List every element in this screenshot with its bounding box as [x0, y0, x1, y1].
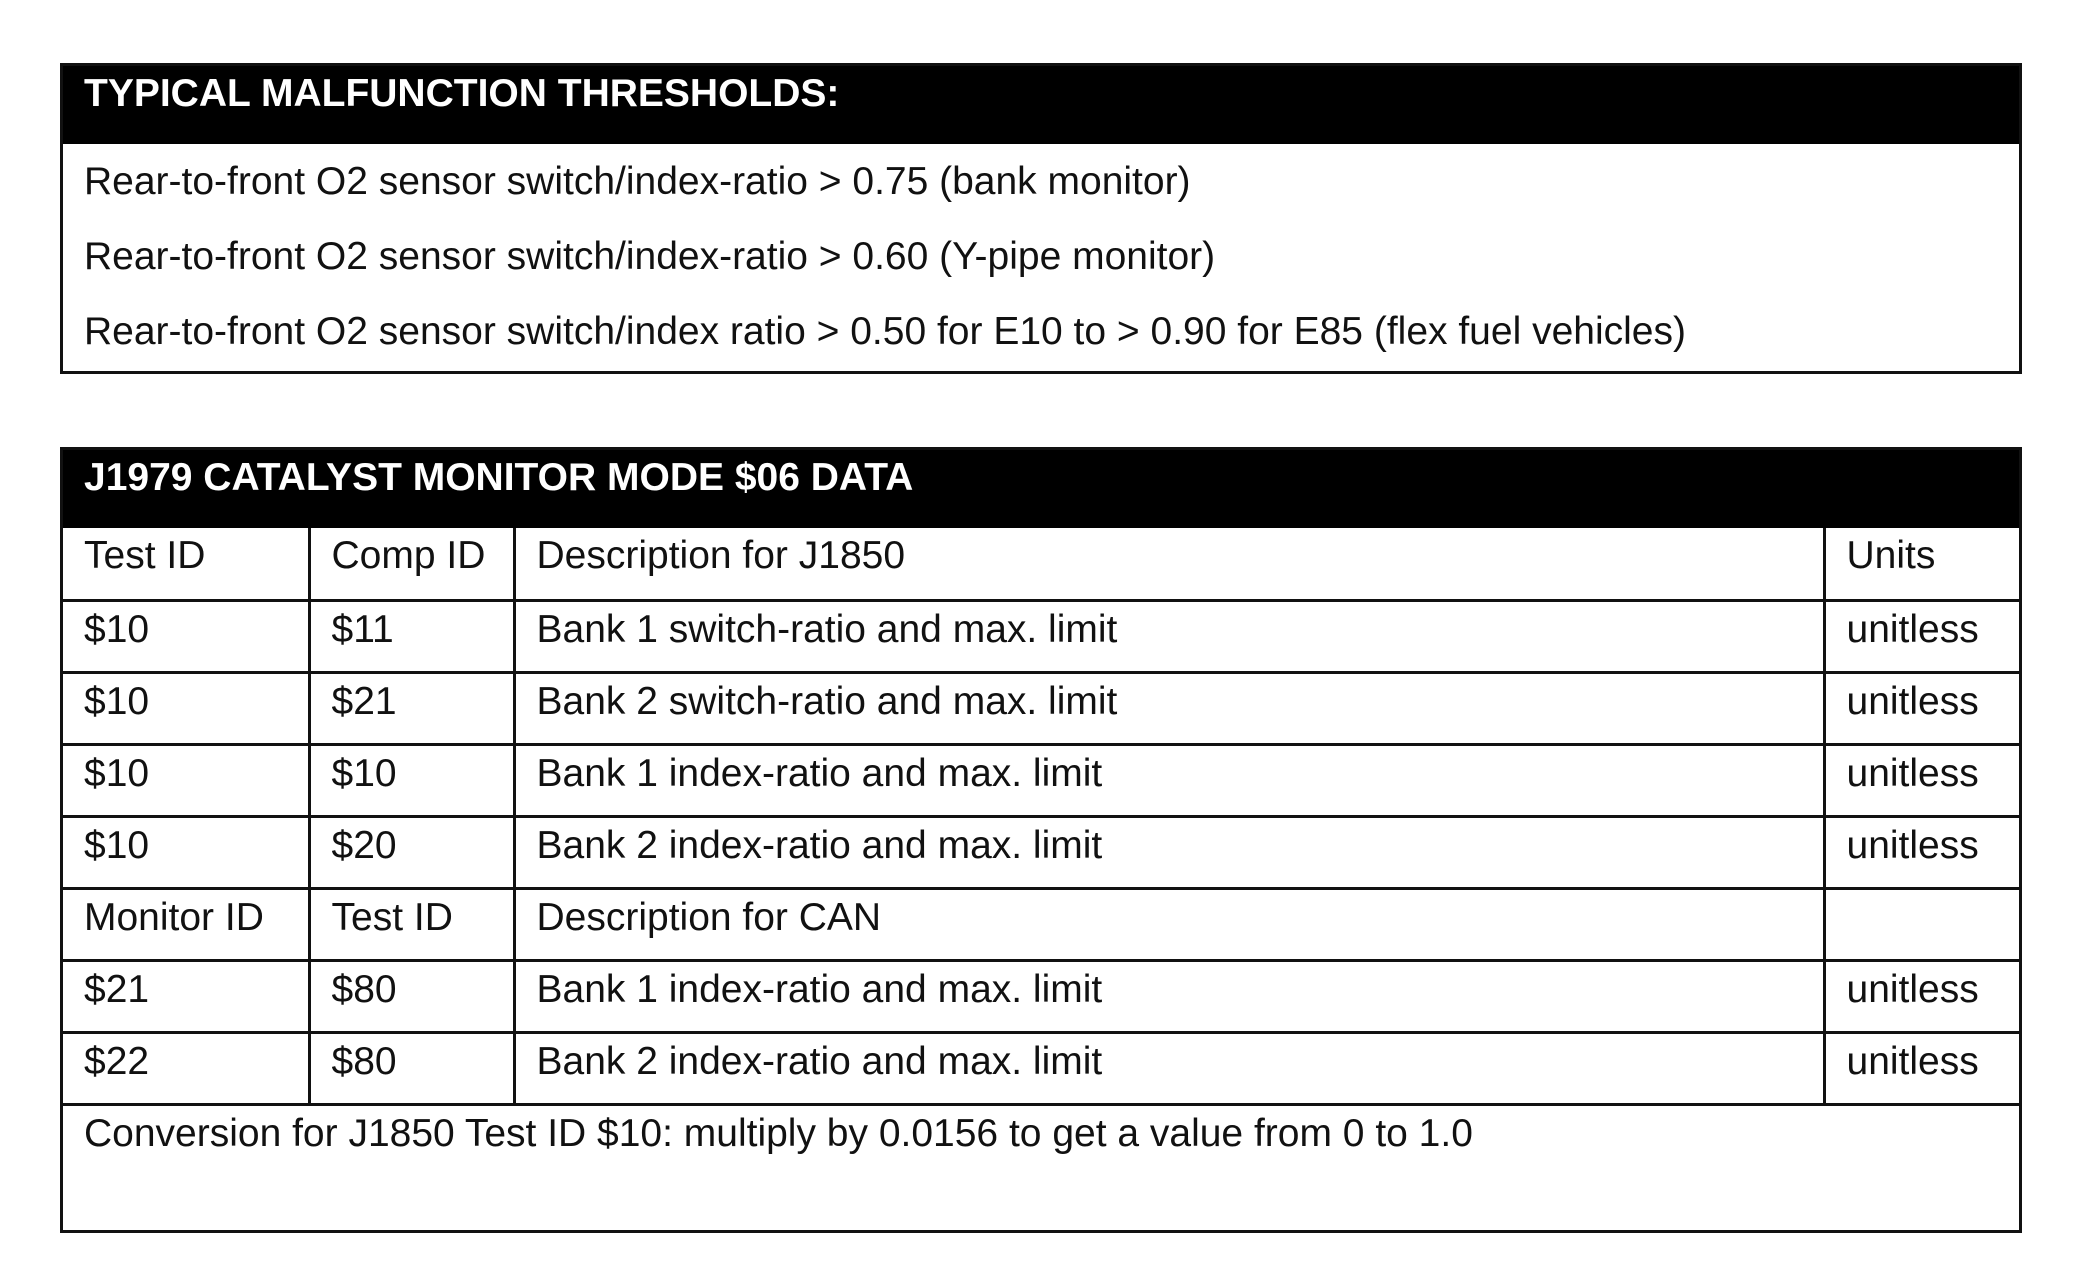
units-cell: unitless: [1824, 816, 2019, 888]
test-id-cell: $10: [63, 672, 309, 744]
mode06-table: [63, 528, 2019, 1176]
table-row: [63, 744, 2019, 816]
header-cell: [1824, 888, 2019, 960]
table-row: [63, 672, 2019, 744]
mode06-data-box: [60, 447, 2022, 1233]
conversion-note-row: [63, 1104, 2019, 1176]
test-id-cell: $80: [309, 1032, 514, 1104]
units-cell: unitless: [1824, 1032, 2019, 1104]
test-id-cell: $10: [63, 744, 309, 816]
header-cell: Description for CAN: [514, 888, 1824, 960]
comp-id-cell: $11: [309, 600, 514, 672]
description-cell: Bank 2 switch-ratio and max. limit: [514, 672, 1824, 744]
j1850-header-row: [63, 528, 2019, 600]
threshold-line: Rear-to-front O2 sensor switch/index-ratio > 0.60 (Y-pipe monitor): [84, 235, 1216, 278]
mode06-title: J1979 CATALYST MONITOR MODE $06 DATA: [63, 450, 2019, 528]
comp-id-cell: $20: [309, 816, 514, 888]
table-row: [63, 1032, 2019, 1104]
units-cell: unitless: [1824, 744, 2019, 816]
units-cell: unitless: [1824, 960, 2019, 1032]
comp-id-cell: $10: [309, 744, 514, 816]
units-cell: unitless: [1824, 600, 2019, 672]
table-row: [63, 600, 2019, 672]
units-cell: unitless: [1824, 672, 2019, 744]
header-cell: Comp ID: [309, 528, 514, 600]
description-cell: Bank 2 index-ratio and max. limit: [514, 1032, 1824, 1104]
thresholds-title: TYPICAL MALFUNCTION THRESHOLDS:: [63, 66, 2019, 144]
header-cell: Description for J1850: [514, 528, 1824, 600]
header-cell: Test ID: [309, 888, 514, 960]
header-cell: Test ID: [63, 528, 309, 600]
threshold-line: Rear-to-front O2 sensor switch/index-ratio > 0.75 (bank monitor): [84, 160, 1191, 203]
description-cell: Bank 2 index-ratio and max. limit: [514, 816, 1824, 888]
test-id-cell: $10: [63, 816, 309, 888]
conversion-note: Conversion for J1850 Test ID $10: multiply by 0.0156 to get a value from 0 to 1.0: [63, 1104, 2019, 1176]
malfunction-thresholds-box: [60, 63, 2022, 374]
table-row: [63, 960, 2019, 1032]
header-cell: Monitor ID: [63, 888, 309, 960]
monitor-id-cell: $22: [63, 1032, 309, 1104]
comp-id-cell: $21: [309, 672, 514, 744]
can-header-row: [63, 888, 2019, 960]
header-cell: Units: [1824, 528, 2019, 600]
test-id-cell: $10: [63, 600, 309, 672]
table-row: [63, 816, 2019, 888]
threshold-line: Rear-to-front O2 sensor switch/index ratio > 0.50 for E10 to > 0.90 for E85 (flex fuel vehicles): [84, 310, 1686, 353]
test-id-cell: $80: [309, 960, 514, 1032]
description-cell: Bank 1 switch-ratio and max. limit: [514, 600, 1824, 672]
description-cell: Bank 1 index-ratio and max. limit: [514, 744, 1824, 816]
description-cell: Bank 1 index-ratio and max. limit: [514, 960, 1824, 1032]
threshold-list: [63, 144, 2019, 369]
monitor-id-cell: $21: [63, 960, 309, 1032]
